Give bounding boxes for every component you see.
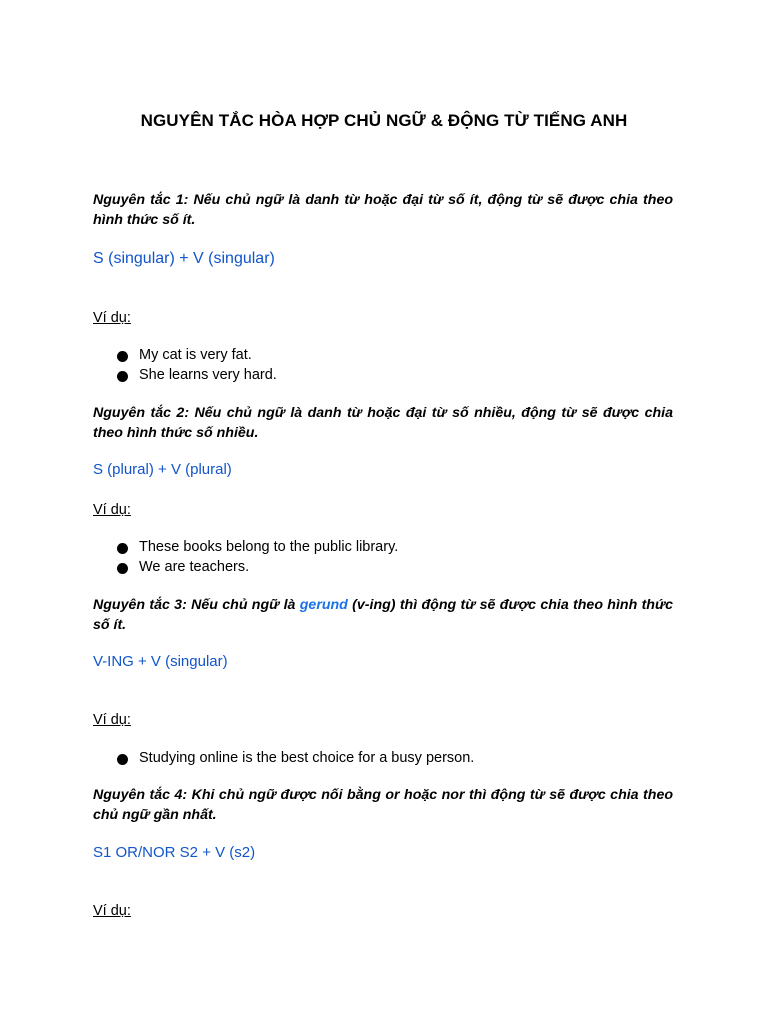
example-label: Ví dụ:	[93, 712, 131, 728]
rule-4-example-label-row	[93, 901, 673, 921]
example-text: My cat is very fat.	[139, 347, 252, 363]
rule-2-text: Nguyên tắc 2: Nếu chủ ngữ là danh từ hoặc đại từ số nhiều, động từ sẽ được chia theo hình thức số nhiều.	[93, 405, 673, 441]
example-text: These books belong to the public library.	[139, 539, 399, 555]
rule-3-formula: V-ING + V (singular)	[93, 653, 228, 670]
rule-2-formula: S (plural) + V (plural)	[93, 461, 232, 478]
rule-4-text: Nguyên tắc 4: Khi chủ ngữ được nối bằng or hoặc nor thì động từ sẽ được chia theo chủ ngữ gần nhất.	[93, 787, 673, 823]
bullet-icon	[117, 563, 128, 574]
example-text: We are teachers.	[139, 559, 250, 575]
rule-2-examples	[93, 537, 673, 577]
rule-4-formula: S1 OR/NOR S2 + V (s2)	[93, 844, 256, 861]
rule-1-text: Nguyên tắc 1: Nếu chủ ngữ là danh từ hoặc đại từ số ít, động từ sẽ được chia theo hình thức số ít.	[93, 192, 673, 228]
rule-1-formula: S (singular) + V (singular)	[93, 250, 275, 267]
rule-3-text-before: Nguyên tắc 3: Nếu chủ ngữ là	[93, 597, 300, 613]
example-label: Ví dụ:	[93, 502, 131, 518]
example-label: Ví dụ:	[93, 310, 131, 326]
list-item	[93, 345, 673, 365]
example-label: Ví dụ:	[93, 903, 131, 919]
list-item	[93, 748, 673, 768]
bullet-icon	[117, 371, 128, 382]
example-text: Studying online is the best choice for a busy person.	[139, 750, 475, 766]
rule-3-example-label-row	[93, 710, 673, 730]
bullet-icon	[117, 754, 128, 765]
rule-1-example-label-row	[93, 308, 673, 328]
rule-3-examples	[93, 748, 673, 768]
rule-2-example-label-row	[93, 500, 673, 520]
bullet-icon	[117, 351, 128, 362]
list-item	[93, 537, 673, 557]
rule-3-term: gerund	[299, 597, 348, 613]
document-title: NGUYÊN TẮC HÒA HỢP CHỦ NGỮ & ĐỘNG TỪ TIẾNG ANH	[140, 111, 628, 130]
list-item	[93, 365, 673, 385]
rule-3-text	[93, 595, 673, 635]
rule-3-text-after: (v-ing) thì động từ sẽ được chia theo hình thức số ít.	[93, 597, 673, 633]
list-item	[93, 557, 673, 577]
bullet-icon	[117, 543, 128, 554]
rule-1-examples	[93, 345, 673, 385]
example-text: She learns very hard.	[139, 367, 277, 383]
